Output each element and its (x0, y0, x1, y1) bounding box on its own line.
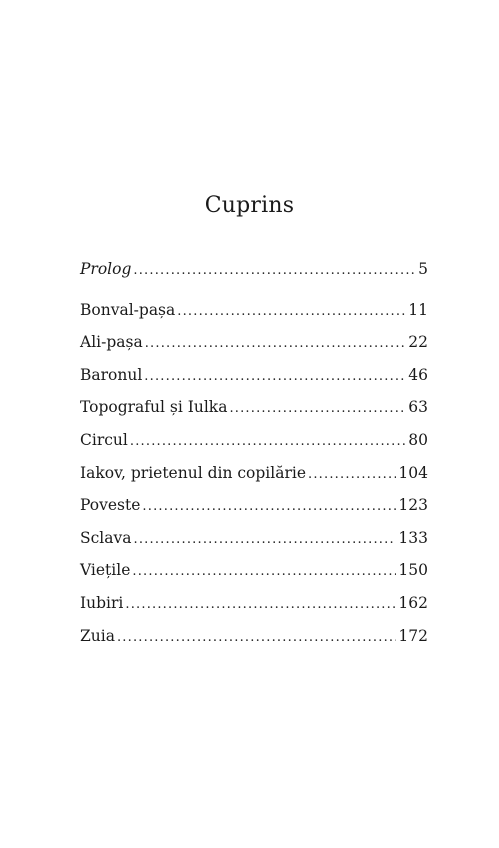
toc-entry (80, 624, 428, 657)
dot-leader (130, 430, 406, 454)
dot-leader (229, 397, 406, 421)
dot-leader (133, 259, 416, 283)
toc-entry-title: Circul (80, 430, 128, 449)
toc-entry (80, 493, 428, 526)
toc-entry (80, 428, 428, 461)
toc-entry-title: Prolog (80, 260, 132, 278)
toc-entry-page: 46 (408, 365, 428, 384)
toc-entry-title: Ali-pașa (80, 333, 143, 352)
toc-entry-page: 104 (398, 463, 428, 482)
toc-entry-title: Sclava (80, 528, 132, 547)
toc-entry-title: Topograful și Iulka (80, 398, 228, 417)
toc-entry-page: 80 (408, 430, 428, 449)
dot-leader (145, 332, 407, 356)
toc-entry (80, 558, 428, 591)
toc-entry-page: 22 (408, 333, 428, 352)
toc-entry-page: 123 (398, 496, 428, 515)
toc-entry-page: 5 (418, 260, 428, 278)
toc-entry-prolog (80, 257, 428, 290)
toc-entry-title: Viețile (80, 561, 131, 580)
dot-leader (144, 365, 406, 389)
dot-leader (132, 560, 396, 584)
toc-entry-page: 133 (398, 528, 428, 547)
toc-entry (80, 395, 428, 428)
toc-entry (80, 591, 428, 624)
dot-leader (142, 495, 396, 519)
dot-leader (125, 593, 396, 617)
table-of-contents (80, 257, 428, 656)
toc-entry (80, 461, 428, 494)
dot-leader (308, 463, 396, 487)
toc-entry-page: 11 (408, 300, 428, 319)
dot-leader (117, 626, 396, 650)
toc-entry-title: Iakov, prietenul din copilărie (80, 463, 306, 482)
dot-leader (134, 528, 397, 552)
toc-entry-title: Zuia (80, 626, 115, 645)
toc-entry-title: Baronul (80, 365, 143, 384)
toc-entry (80, 330, 428, 363)
dot-leader (177, 300, 406, 324)
toc-entry-title: Poveste (80, 496, 141, 515)
toc-entry-page: 162 (398, 593, 428, 612)
toc-entry-page: 63 (408, 398, 428, 417)
toc-entry-page: 172 (398, 626, 428, 645)
toc-entry (80, 363, 428, 396)
toc-entry (80, 526, 428, 559)
toc-entry-title: Bonval-pașa (80, 300, 176, 319)
page-title: Cuprins (204, 192, 295, 218)
toc-entry-page: 150 (398, 561, 428, 580)
toc-entry-title: Iubiri (80, 593, 124, 612)
toc-entry (80, 298, 428, 331)
